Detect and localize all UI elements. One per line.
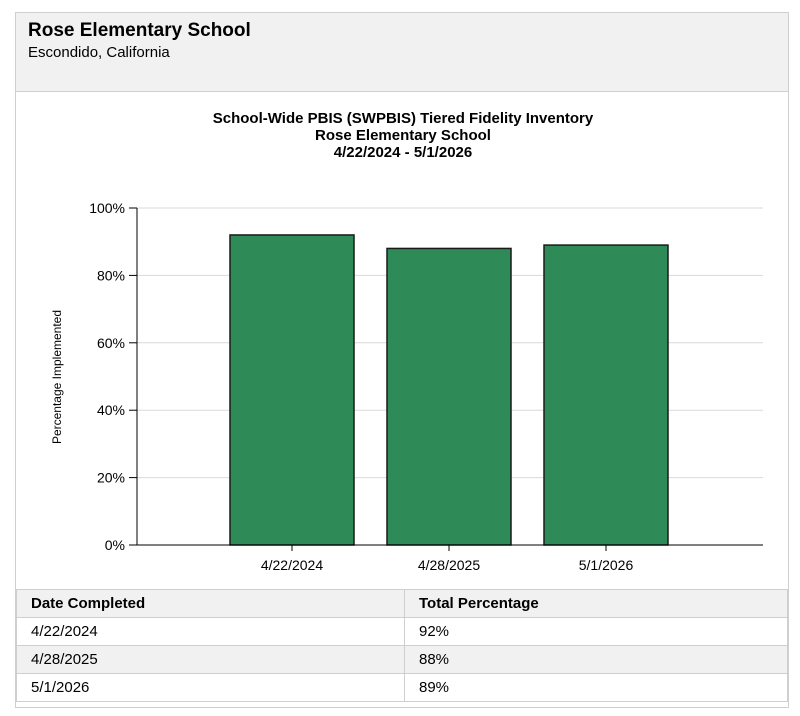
y-tick-label: 60% <box>96 334 125 351</box>
chart-title-line: School-Wide PBIS (SWPBIS) Tiered Fidelity Inventory <box>212 110 594 127</box>
school-name: Rose Elementary School <box>28 20 251 41</box>
y-tick-label: 20% <box>96 469 125 486</box>
table-header-row <box>17 590 788 618</box>
x-tick-labels <box>261 557 634 573</box>
x-tick-label: 5/1/2026 <box>578 557 634 573</box>
y-axis-label: Percentage Implemented <box>50 309 64 445</box>
school-header <box>16 13 788 92</box>
date-cell: 4/28/2025 <box>17 646 405 674</box>
y-tick-labels <box>89 200 125 553</box>
table-row <box>17 618 788 646</box>
column-header-percentage: Total Percentage <box>405 590 788 618</box>
chart-title-line: Rose Elementary School <box>315 127 491 144</box>
bars <box>230 235 668 545</box>
x-tick-label: 4/28/2025 <box>417 557 481 573</box>
bar-chart <box>16 92 788 589</box>
bar <box>230 235 354 545</box>
chart-title-line: 4/22/2024 - 5/1/2026 <box>333 144 473 161</box>
date-cell: 4/22/2024 <box>17 618 405 646</box>
date-cell: 5/1/2026 <box>17 674 405 702</box>
bar <box>544 245 668 545</box>
percentage-cell: 88% <box>405 646 788 674</box>
table-row <box>17 674 788 702</box>
percentage-cell: 89% <box>405 674 788 702</box>
x-tick-label: 4/22/2024 <box>260 557 324 573</box>
y-tick-label: 100% <box>89 200 125 216</box>
chart-title <box>213 110 594 161</box>
y-tick-label: 40% <box>96 402 125 419</box>
report-frame <box>15 12 789 708</box>
chart-area <box>16 92 788 589</box>
y-tick-label: 0% <box>104 537 125 553</box>
table-row <box>17 646 788 674</box>
results-table <box>16 589 788 702</box>
column-header-date: Date Completed <box>17 590 405 618</box>
school-location: Escondido, California <box>28 44 170 61</box>
y-tick-label: 80% <box>96 267 125 284</box>
bar <box>387 248 511 545</box>
percentage-cell: 92% <box>405 618 788 646</box>
